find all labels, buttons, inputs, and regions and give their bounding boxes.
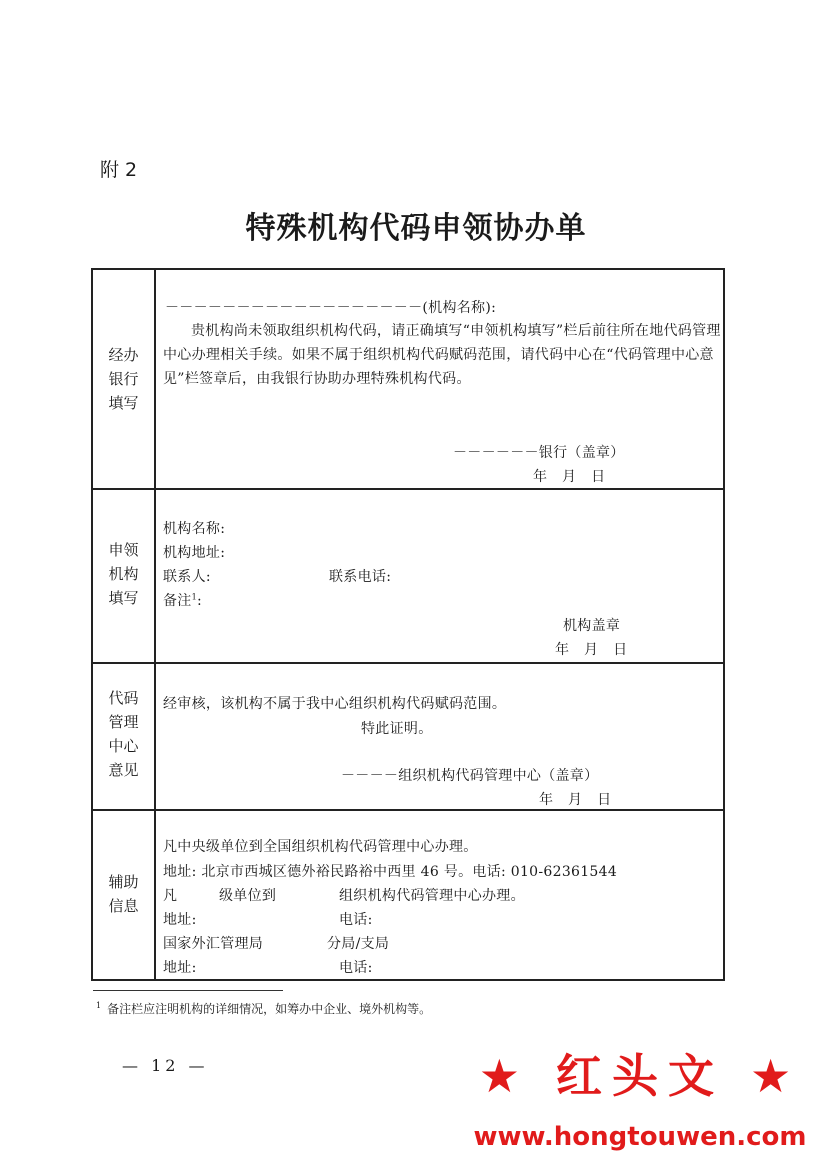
info-phone-2: 电话: — [339, 960, 373, 976]
watermark-stars: ★ 红头文 ★ — [478, 1049, 802, 1103]
page-number: — 12 — — [122, 1056, 209, 1075]
watermark-url: www.hongtouwen.com — [473, 1122, 807, 1152]
bank-addressee: －－－－－－－－－－－－－－－－－－(机构名称): — [165, 300, 497, 316]
info-line-local-level: 级单位到 — [219, 888, 277, 904]
row-divider — [93, 662, 723, 664]
row-divider — [93, 809, 723, 811]
center-certify-text: 特此证明。 — [361, 721, 433, 737]
info-safe-branch: 分局/支局 — [327, 936, 390, 952]
info-line-local-prefix: 凡 — [163, 888, 178, 904]
form-table — [91, 268, 725, 981]
bank-notice-body: 贵机构尚未领取组织机构代码，请正确填写“申领机构填写”栏后前往所在地代码管理中心办理相关手续。如果不属于组织机构代码赋码范围，请代码中心在“代码管理中心意见”栏签章后，由我银行协助办理特殊机构代码。 — [163, 323, 721, 387]
applicant-section-label: 申领 机构 填写 — [108, 541, 139, 607]
info-address-1: 地址: — [163, 912, 197, 928]
document-title: 特殊机构代码申领协办单 — [245, 211, 587, 246]
center-section-label: 代码 管理 中心 意见 — [108, 689, 139, 779]
applicant-seal: 机构盖章 — [563, 618, 621, 634]
footnote-marker: 1 — [191, 592, 197, 602]
org-address-field: 机构地址: — [163, 545, 226, 561]
remark-field: 备注$^1$: — [163, 592, 203, 609]
org-name-field: 机构名称: — [163, 521, 226, 537]
center-review-text: 经审核，该机构不属于我中心组织机构代码赋码范围。 — [163, 696, 507, 712]
appendix-label: 附 2 — [100, 159, 138, 181]
applicant-date: 年 月 日 — [555, 642, 628, 658]
info-phone-1: 电话: — [339, 912, 373, 928]
info-address-2: 地址: — [163, 960, 197, 976]
info-line-local-center: 组织机构代码管理中心办理。 — [339, 888, 525, 904]
row-divider — [93, 488, 723, 490]
watermark-logo — [455, 1040, 825, 1165]
bank-section-label: 经办 银行 填写 — [108, 346, 139, 412]
info-safe-bureau: 国家外汇管理局 — [163, 936, 264, 952]
center-seal: －－－－组织机构代码管理中心（盖章） — [341, 768, 599, 784]
footnote-separator — [93, 990, 283, 991]
footnote: $^1$ 备注栏应注明机构的详细情况，如筹办中企业、境外机构等。 — [96, 1001, 432, 1016]
info-section-label: 辅助 信息 — [108, 873, 139, 915]
contact-person-field: 联系人: — [163, 569, 211, 585]
bank-seal: －－－－－－银行（盖章） — [453, 445, 625, 461]
contact-phone-field: 联系电话: — [329, 569, 392, 585]
bank-date: 年 月 日 — [533, 469, 606, 485]
info-line-central-address: 地址: 北京市西城区德外裕民路裕中西里 46 号。电话: 010-62361544 — [163, 864, 618, 880]
column-divider — [154, 270, 156, 979]
center-date: 年 月 日 — [539, 792, 612, 808]
info-line-central: 凡中央级单位到全国组织机构代码管理中心办理。 — [163, 839, 478, 855]
